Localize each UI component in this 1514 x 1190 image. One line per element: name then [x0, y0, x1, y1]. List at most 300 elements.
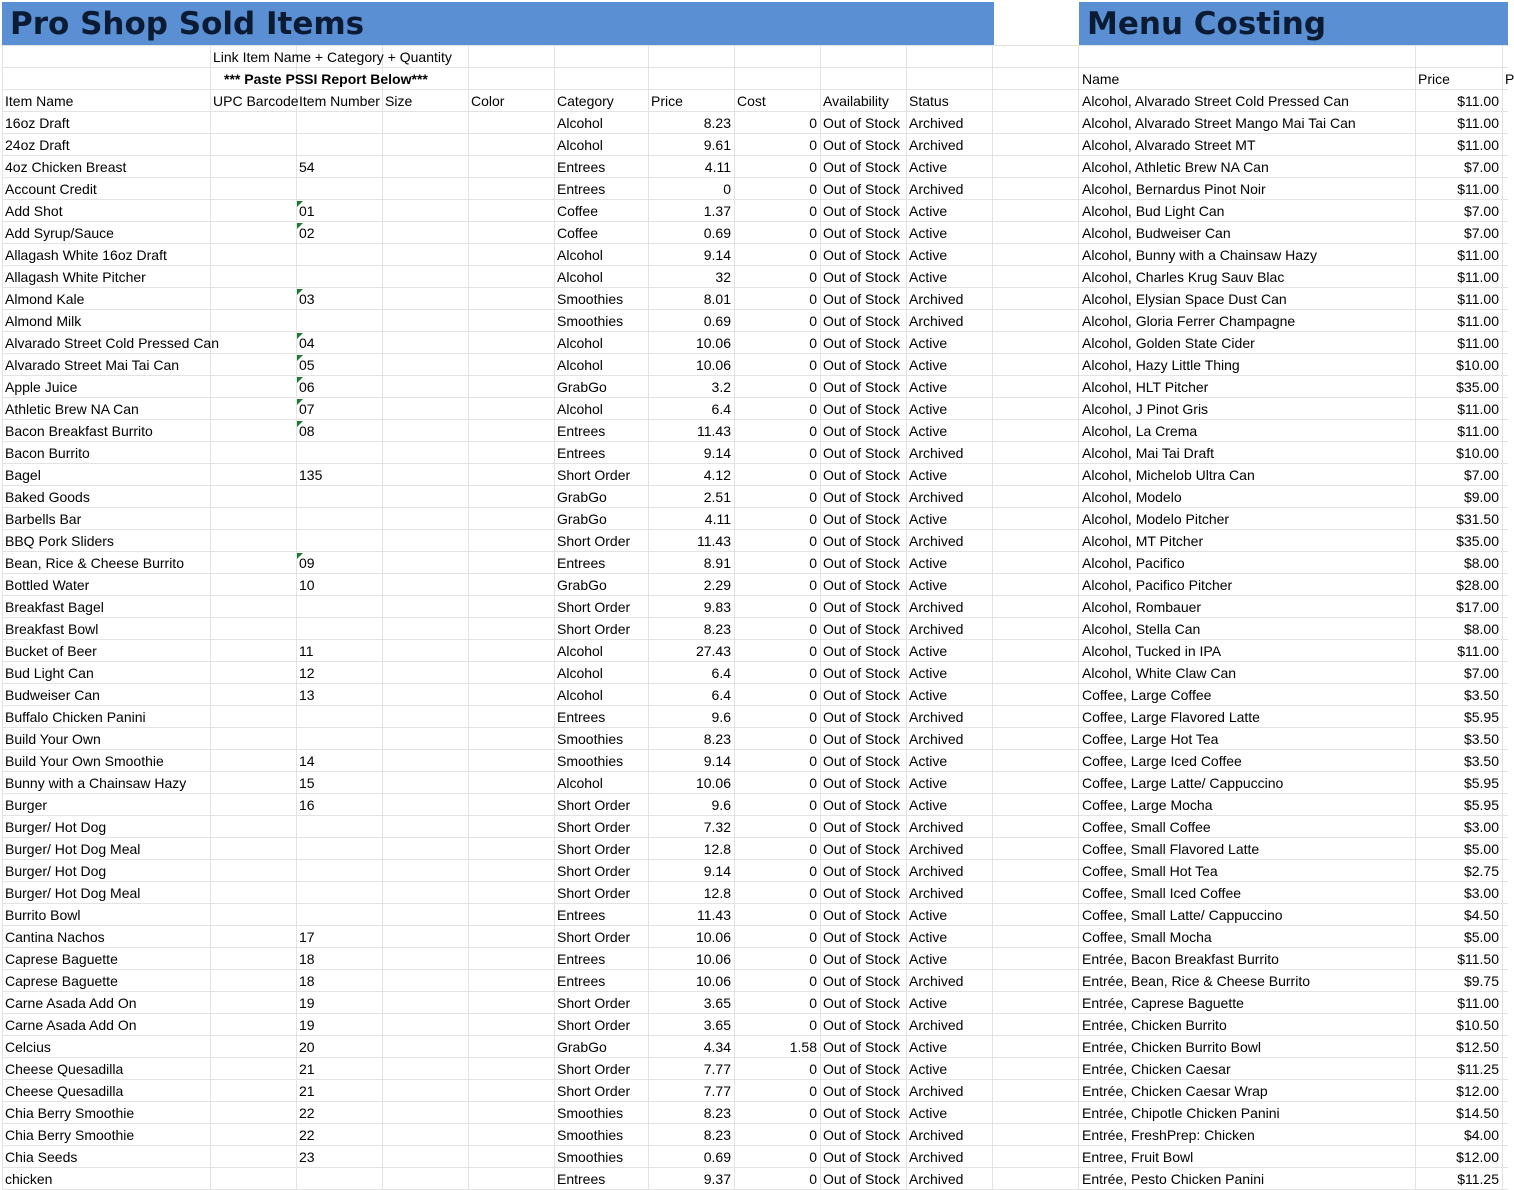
cell-price[interactable]: 2.29 — [703, 577, 731, 593]
cell-upc-barcode[interactable] — [210, 420, 296, 442]
cell-cost[interactable]: 0 — [809, 379, 817, 395]
cell-upc-barcode[interactable] — [210, 1124, 296, 1146]
cell-size[interactable] — [382, 772, 468, 794]
cell-availability[interactable]: Out of Stock — [823, 819, 901, 835]
cell-cost[interactable]: 0 — [809, 731, 817, 747]
cell-status[interactable]: Active — [909, 1105, 948, 1121]
cell-name[interactable]: Alcohol, Bernardus Pinot Noir — [1082, 181, 1266, 197]
cell-size[interactable] — [382, 398, 468, 420]
cell-price[interactable]: 9.14 — [703, 753, 731, 769]
cell-name[interactable]: Coffee, Small Mocha — [1082, 929, 1212, 945]
cell-color[interactable] — [468, 926, 554, 948]
cell-category[interactable]: Alcohol — [557, 775, 603, 791]
cell-item-number[interactable]: 06 — [299, 379, 315, 395]
cell-color[interactable] — [468, 178, 554, 200]
cell-item-number[interactable]: 17 — [299, 929, 315, 945]
cell-status[interactable]: Active — [909, 665, 948, 681]
cell-category[interactable]: Entrees — [557, 709, 606, 725]
cell-color[interactable] — [468, 200, 554, 222]
cell-upc-barcode[interactable] — [210, 200, 296, 222]
cell-color[interactable] — [468, 112, 554, 134]
cell-item-name[interactable]: Chia Seeds — [5, 1149, 78, 1165]
cell-availability[interactable]: Out of Stock — [823, 1083, 901, 1099]
cell-item-number[interactable]: 10 — [299, 577, 315, 593]
cell-cost[interactable]: 0 — [809, 1017, 817, 1033]
cell-item-name[interactable]: Cheese Quesadilla — [5, 1083, 124, 1099]
cell-price[interactable]: $7.00 — [1463, 665, 1499, 681]
cell-price[interactable]: $11.00 — [1457, 423, 1499, 439]
cell-item-number[interactable] — [296, 1168, 382, 1190]
cell-name[interactable]: Coffee, Small Coffee — [1082, 819, 1211, 835]
cell-size[interactable] — [382, 816, 468, 838]
cell-name[interactable]: Alcohol, Gloria Ferrer Champagne — [1082, 313, 1296, 329]
cell-price[interactable]: 6.4 — [711, 687, 731, 703]
cell-item-name[interactable]: chicken — [5, 1171, 53, 1187]
cell-availability[interactable]: Out of Stock — [823, 863, 901, 879]
cell-color[interactable] — [468, 970, 554, 992]
cell-item-name[interactable]: Budweiser Can — [5, 687, 100, 703]
cell-color[interactable] — [468, 508, 554, 530]
cell-color[interactable] — [468, 816, 554, 838]
cell-name[interactable]: Coffee, Large Coffee — [1082, 687, 1212, 703]
cell-price[interactable]: $10.00 — [1456, 445, 1499, 461]
cell-status[interactable]: Active — [909, 555, 948, 571]
cell-size[interactable] — [382, 596, 468, 618]
cell-item-name[interactable]: Burger/ Hot Dog — [5, 819, 107, 835]
cell-price[interactable]: $11.00 — [1457, 401, 1499, 417]
cell-availability[interactable]: Out of Stock — [823, 797, 901, 813]
cell-status[interactable]: Active — [909, 159, 948, 175]
cell-category[interactable]: Smoothies — [557, 1105, 624, 1121]
cell-price[interactable]: 12.8 — [703, 841, 731, 857]
cell-item-number[interactable]: 19 — [299, 995, 315, 1011]
cell-upc-barcode[interactable] — [210, 508, 296, 530]
cell-item-name[interactable]: Carne Asada Add On — [5, 995, 137, 1011]
cell-item-name[interactable]: Breakfast Bowl — [5, 621, 99, 637]
col-header-price[interactable]: Price — [1418, 71, 1450, 87]
cell-cost[interactable]: 0 — [809, 599, 817, 615]
cell-size[interactable] — [382, 156, 468, 178]
cell-upc-barcode[interactable] — [210, 266, 296, 288]
cell-item-number[interactable]: 14 — [299, 753, 315, 769]
cell-name[interactable]: Entrée, Caprese Baguette — [1082, 995, 1244, 1011]
cell-upc-barcode[interactable] — [210, 684, 296, 706]
cell-price[interactable]: $2.75 — [1463, 863, 1499, 879]
cell-name[interactable]: Coffee, Large Flavored Latte — [1082, 709, 1260, 725]
cell-color[interactable] — [468, 948, 554, 970]
cell-size[interactable] — [382, 1014, 468, 1036]
cell-availability[interactable]: Out of Stock — [823, 159, 901, 175]
cell-status[interactable]: Active — [909, 929, 948, 945]
cell-item-name[interactable]: Alvarado Street Cold Pressed Can — [5, 335, 219, 351]
cell-item-number[interactable] — [296, 134, 382, 156]
cell-status[interactable]: Active — [909, 643, 948, 659]
cell-size[interactable] — [382, 838, 468, 860]
cell-upc-barcode[interactable] — [210, 442, 296, 464]
cell-price[interactable]: 10.06 — [695, 357, 731, 373]
cell-status[interactable]: Archived — [909, 1017, 964, 1033]
cell-price[interactable]: $10.00 — [1456, 357, 1499, 373]
cell-status[interactable]: Active — [909, 225, 948, 241]
cell-size[interactable] — [382, 618, 468, 640]
cell-price[interactable]: $7.00 — [1463, 467, 1499, 483]
cell-name[interactable]: Coffee, Small Iced Coffee — [1082, 885, 1242, 901]
cell-item-name[interactable]: 24oz Draft — [5, 137, 70, 153]
cell-size[interactable] — [382, 662, 468, 684]
cell-price[interactable]: 3.2 — [711, 379, 731, 395]
cell-availability[interactable]: Out of Stock — [823, 995, 901, 1011]
cell-color[interactable] — [468, 1124, 554, 1146]
cell-size[interactable] — [382, 992, 468, 1014]
cell-status[interactable]: Active — [909, 775, 948, 791]
cell-status[interactable]: Archived — [909, 1171, 964, 1187]
cell-price[interactable]: 0.69 — [703, 225, 731, 241]
cell-cost[interactable]: 0 — [809, 137, 817, 153]
cell-upc-barcode[interactable] — [210, 816, 296, 838]
cell-category[interactable]: Entrees — [557, 1171, 606, 1187]
cell-upc-barcode[interactable] — [210, 288, 296, 310]
cell-price[interactable]: 9.83 — [703, 599, 731, 615]
cell-upc-barcode[interactable] — [210, 706, 296, 728]
cell-size[interactable] — [382, 640, 468, 662]
cell-size[interactable] — [382, 244, 468, 266]
cell-item-number[interactable]: 135 — [299, 467, 323, 483]
cell-cost[interactable]: 0 — [809, 753, 817, 769]
cell-upc-barcode[interactable] — [210, 926, 296, 948]
cell-category[interactable]: Short Order — [557, 533, 631, 549]
cell-name[interactable]: Entrée, Chicken Caesar — [1082, 1061, 1231, 1077]
cell-size[interactable] — [382, 420, 468, 442]
cell-size[interactable] — [382, 222, 468, 244]
cell-name[interactable]: Entrée, Chicken Caesar Wrap — [1082, 1083, 1268, 1099]
cell-status[interactable]: Active — [909, 467, 948, 483]
cell-cost[interactable]: 0 — [809, 929, 817, 945]
cell-color[interactable] — [468, 1014, 554, 1036]
cell-status[interactable]: Active — [909, 687, 948, 703]
col-header-price[interactable]: Price — [651, 93, 683, 109]
cell-name[interactable]: Alcohol, Rombauer — [1082, 599, 1202, 615]
cell-item-name[interactable]: Add Syrup/Sauce — [5, 225, 114, 241]
cell-upc-barcode[interactable] — [210, 552, 296, 574]
cell-upc-barcode[interactable] — [210, 398, 296, 420]
cell-item-name[interactable]: Cantina Nachos — [5, 929, 105, 945]
cell-name[interactable]: Alcohol, White Claw Can — [1082, 665, 1237, 681]
cell-size[interactable] — [382, 1146, 468, 1168]
cell-price[interactable]: $8.00 — [1463, 555, 1499, 571]
cell-status[interactable]: Active — [909, 995, 948, 1011]
cell-item-number[interactable] — [296, 904, 382, 926]
cell-category[interactable]: Smoothies — [557, 291, 624, 307]
cell-color[interactable] — [468, 398, 554, 420]
cell-item-number[interactable]: 05 — [299, 357, 315, 373]
cell-status[interactable]: Archived — [909, 841, 964, 857]
cell-status[interactable]: Active — [909, 907, 948, 923]
cell-color[interactable] — [468, 838, 554, 860]
cell-category[interactable]: Entrees — [557, 907, 606, 923]
cell-price[interactable]: $14.50 — [1456, 1105, 1499, 1121]
cell-size[interactable] — [382, 750, 468, 772]
cell-item-number[interactable]: 21 — [299, 1061, 315, 1077]
cell-availability[interactable]: Out of Stock — [823, 951, 901, 967]
cell-name[interactable]: Alcohol, Michelob Ultra Can — [1082, 467, 1255, 483]
cell-cost[interactable]: 0 — [809, 115, 817, 131]
cell-cost[interactable]: 0 — [809, 335, 817, 351]
cell-item-number[interactable]: 02 — [299, 225, 315, 241]
cell-color[interactable] — [468, 1058, 554, 1080]
cell-item-name[interactable]: Bunny with a Chainsaw Hazy — [5, 775, 187, 791]
cell-category[interactable]: Coffee — [557, 203, 598, 219]
cell-color[interactable] — [468, 882, 554, 904]
cell-size[interactable] — [382, 1080, 468, 1102]
cell-item-number[interactable] — [296, 486, 382, 508]
cell-status[interactable]: Archived — [909, 137, 964, 153]
cell-item-name[interactable]: Barbells Bar — [5, 511, 82, 527]
cell-item-name[interactable]: Caprese Baguette — [5, 951, 118, 967]
cell-color[interactable] — [468, 992, 554, 1014]
cell-upc-barcode[interactable] — [210, 794, 296, 816]
col-header-item-number[interactable]: Item Number — [299, 93, 380, 109]
cell-item-name[interactable]: Bottled Water — [5, 577, 90, 593]
cell-price[interactable]: $11.00 — [1457, 269, 1499, 285]
cell-upc-barcode[interactable] — [210, 1058, 296, 1080]
cell-availability[interactable]: Out of Stock — [823, 1039, 901, 1055]
cell-name[interactable]: Alcohol, Alvarado Street MT — [1082, 137, 1256, 153]
cell-status[interactable]: Active — [909, 951, 948, 967]
cell-price[interactable]: $3.50 — [1463, 731, 1499, 747]
cell-item-number[interactable]: 03 — [299, 291, 315, 307]
cell-color[interactable] — [468, 156, 554, 178]
cell-name[interactable]: Alcohol, Athletic Brew NA Can — [1082, 159, 1269, 175]
cell-availability[interactable]: Out of Stock — [823, 1171, 901, 1187]
cell-item-number[interactable] — [296, 530, 382, 552]
cell-category[interactable]: GrabGo — [557, 577, 607, 593]
cell-availability[interactable]: Out of Stock — [823, 467, 901, 483]
cell-price[interactable]: $7.00 — [1463, 225, 1499, 241]
cell-availability[interactable]: Out of Stock — [823, 335, 901, 351]
cell-item-name[interactable]: Build Your Own Smoothie — [5, 753, 164, 769]
cell-price[interactable]: 7.77 — [703, 1083, 731, 1099]
cell-item-number[interactable] — [296, 508, 382, 530]
cell-size[interactable] — [382, 1124, 468, 1146]
cell-upc-barcode[interactable] — [210, 596, 296, 618]
cell-size[interactable] — [382, 464, 468, 486]
cell-category[interactable]: Short Order — [557, 1017, 631, 1033]
cell-category[interactable]: Short Order — [557, 797, 631, 813]
cell-cost[interactable]: 0 — [809, 1149, 817, 1165]
cell-upc-barcode[interactable] — [210, 530, 296, 552]
cell-cost[interactable]: 0 — [809, 357, 817, 373]
cell-item-number[interactable] — [296, 244, 382, 266]
cell-color[interactable] — [468, 706, 554, 728]
cell-name[interactable]: Entrée, Bean, Rice & Cheese Burrito — [1082, 973, 1311, 989]
cell-color[interactable] — [468, 640, 554, 662]
cell-name[interactable]: Alcohol, Golden State Cider — [1082, 335, 1255, 351]
pro-shop-header[interactable] — [2, 2, 994, 45]
cell-price[interactable]: $12.50 — [1456, 1039, 1499, 1055]
cell-color[interactable] — [468, 772, 554, 794]
cell-upc-barcode[interactable] — [210, 156, 296, 178]
cell-name[interactable]: Alcohol, La Crema — [1082, 423, 1198, 439]
cell-price[interactable]: 11.43 — [697, 907, 731, 923]
cell-availability[interactable]: Out of Stock — [823, 731, 901, 747]
col-header-color[interactable]: Color — [471, 93, 505, 109]
cell-price[interactable]: $11.00 — [1457, 313, 1499, 329]
cell-price[interactable]: 10.06 — [695, 951, 731, 967]
cell-price[interactable]: $11.00 — [1457, 995, 1499, 1011]
cell-color[interactable] — [468, 486, 554, 508]
cell-status[interactable]: Archived — [909, 181, 964, 197]
cell-cost[interactable]: 0 — [809, 313, 817, 329]
cell-item-number[interactable] — [296, 266, 382, 288]
cell-category[interactable]: Short Order — [557, 863, 631, 879]
cell-category[interactable]: Short Order — [557, 1061, 631, 1077]
cell-status[interactable]: Archived — [909, 885, 964, 901]
col-header-size[interactable]: Size — [385, 93, 413, 109]
cell-price[interactable]: $11.00 — [1457, 137, 1499, 153]
cell-status[interactable]: Archived — [909, 599, 964, 615]
cell-item-number[interactable]: 23 — [299, 1149, 315, 1165]
cell-price[interactable]: 4.11 — [704, 511, 731, 527]
cell-upc-barcode[interactable] — [210, 948, 296, 970]
cell-item-name[interactable]: Celcius — [5, 1039, 51, 1055]
cell-upc-barcode[interactable] — [210, 1102, 296, 1124]
cell-item-number[interactable] — [296, 816, 382, 838]
cell-color[interactable] — [468, 684, 554, 706]
cell-price[interactable]: 0 — [723, 181, 731, 197]
cell-price[interactable]: $12.00 — [1456, 1083, 1499, 1099]
cell-status[interactable]: Archived — [909, 445, 964, 461]
cell-color[interactable] — [468, 618, 554, 640]
cell-item-number[interactable] — [296, 838, 382, 860]
cell-price[interactable]: 8.23 — [703, 115, 731, 131]
cell-price[interactable]: $11.00 — [1457, 335, 1499, 351]
cell-category[interactable]: Short Order — [557, 929, 631, 945]
cell-name[interactable]: Alcohol, Charles Krug Sauv Blac — [1082, 269, 1285, 285]
cell-cost[interactable]: 0 — [809, 1127, 817, 1143]
cell-availability[interactable]: Out of Stock — [823, 885, 901, 901]
cell-size[interactable] — [382, 266, 468, 288]
cell-price[interactable]: $11.25 — [1457, 1171, 1499, 1187]
cell-cost[interactable]: 0 — [809, 555, 817, 571]
cell-price[interactable]: $3.00 — [1463, 819, 1499, 835]
cell-status[interactable]: Active — [909, 753, 948, 769]
cell-price[interactable]: $11.50 — [1457, 951, 1499, 967]
cell-size[interactable] — [382, 926, 468, 948]
cell-color[interactable] — [468, 794, 554, 816]
cell-upc-barcode[interactable] — [210, 1146, 296, 1168]
cell-upc-barcode[interactable] — [210, 728, 296, 750]
cell-price[interactable]: $17.00 — [1456, 599, 1499, 615]
cell-availability[interactable]: Out of Stock — [823, 423, 901, 439]
col-header-p[interactable]: P — [1505, 71, 1514, 87]
cell-size[interactable] — [382, 442, 468, 464]
cell-cost[interactable]: 0 — [809, 687, 817, 703]
cell-cost[interactable]: 0 — [809, 863, 817, 879]
cell-upc-barcode[interactable] — [210, 332, 296, 354]
cell-color[interactable] — [468, 1168, 554, 1190]
cell-item-name[interactable]: Alvarado Street Mai Tai Can — [5, 357, 180, 373]
cell-upc-barcode[interactable] — [210, 222, 296, 244]
cell-availability[interactable]: Out of Stock — [823, 841, 901, 857]
cell-price[interactable]: 10.06 — [695, 929, 731, 945]
cell-item-name[interactable]: Allagash White 16oz Draft — [5, 247, 167, 263]
cell-size[interactable] — [382, 728, 468, 750]
cell-item-name[interactable]: Bacon Breakfast Burrito — [5, 423, 153, 439]
cell-cost[interactable]: 0 — [809, 225, 817, 241]
cell-size[interactable] — [382, 1168, 468, 1190]
cell-category[interactable]: Short Order — [557, 841, 631, 857]
cell-upc-barcode[interactable] — [210, 1080, 296, 1102]
cell-cost[interactable]: 0 — [809, 511, 817, 527]
cell-category[interactable]: Alcohol — [557, 137, 603, 153]
cell-size[interactable] — [382, 134, 468, 156]
cell-status[interactable]: Active — [909, 357, 948, 373]
cell-price[interactable]: 12.8 — [703, 885, 731, 901]
cell-item-number[interactable]: 22 — [299, 1105, 315, 1121]
cell-size[interactable] — [382, 112, 468, 134]
cell-color[interactable] — [468, 134, 554, 156]
cell-price[interactable]: $11.25 — [1457, 1061, 1499, 1077]
cell-availability[interactable]: Out of Stock — [823, 1105, 901, 1121]
cell-upc-barcode[interactable] — [210, 112, 296, 134]
cell-upc-barcode[interactable] — [210, 772, 296, 794]
cell-name[interactable]: Alcohol, Modelo Pitcher — [1082, 511, 1230, 527]
cell-price[interactable]: 9.37 — [703, 1171, 731, 1187]
cell-item-name[interactable]: Bucket of Beer — [5, 643, 97, 659]
cell-item-name[interactable]: Burrito Bowl — [5, 907, 81, 923]
cell-status[interactable]: Archived — [909, 621, 964, 637]
cell-category[interactable]: Smoothies — [557, 1149, 624, 1165]
cell-color[interactable] — [468, 860, 554, 882]
cell-cost[interactable]: 0 — [809, 819, 817, 835]
cell-upc-barcode[interactable] — [210, 310, 296, 332]
cell-status[interactable]: Active — [909, 423, 948, 439]
cell-item-number[interactable] — [296, 112, 382, 134]
cell-item-number[interactable]: 54 — [299, 159, 315, 175]
cell-category[interactable]: Alcohol — [557, 335, 603, 351]
cell-category[interactable]: Alcohol — [557, 643, 603, 659]
cell-availability[interactable]: Out of Stock — [823, 357, 901, 373]
cell-price[interactable]: 8.91 — [703, 555, 731, 571]
link-note[interactable]: Link Item Name + Category + Quantity — [213, 49, 452, 65]
cell-upc-barcode[interactable] — [210, 860, 296, 882]
cell-item-number[interactable]: 22 — [299, 1127, 315, 1143]
cell-category[interactable]: Entrees — [557, 423, 606, 439]
cell-item-number[interactable] — [296, 618, 382, 640]
cell-price[interactable]: $5.00 — [1463, 929, 1499, 945]
cell-item-number[interactable]: 20 — [299, 1039, 315, 1055]
cell-item-name[interactable]: Buffalo Chicken Panini — [5, 709, 146, 725]
col-header-availability[interactable]: Availability — [823, 93, 889, 109]
cell-availability[interactable]: Out of Stock — [823, 401, 901, 417]
paste-note[interactable]: *** Paste PSSI Report Below*** — [224, 71, 428, 87]
cell-availability[interactable]: Out of Stock — [823, 775, 901, 791]
cell-availability[interactable]: Out of Stock — [823, 379, 901, 395]
cell-size[interactable] — [382, 486, 468, 508]
cell-item-name[interactable]: Carne Asada Add On — [5, 1017, 137, 1033]
cell-cost[interactable]: 0 — [809, 203, 817, 219]
cell-price[interactable]: $35.00 — [1456, 379, 1499, 395]
cell-status[interactable]: Active — [909, 203, 948, 219]
cell-category[interactable]: GrabGo — [557, 511, 607, 527]
cell-color[interactable] — [468, 442, 554, 464]
cell-price[interactable]: 11.43 — [697, 423, 731, 439]
cell-item-number[interactable]: 19 — [299, 1017, 315, 1033]
cell-status[interactable]: Archived — [909, 533, 964, 549]
cell-upc-barcode[interactable] — [210, 486, 296, 508]
cell-size[interactable] — [382, 1058, 468, 1080]
cell-price[interactable]: 9.14 — [703, 247, 731, 263]
